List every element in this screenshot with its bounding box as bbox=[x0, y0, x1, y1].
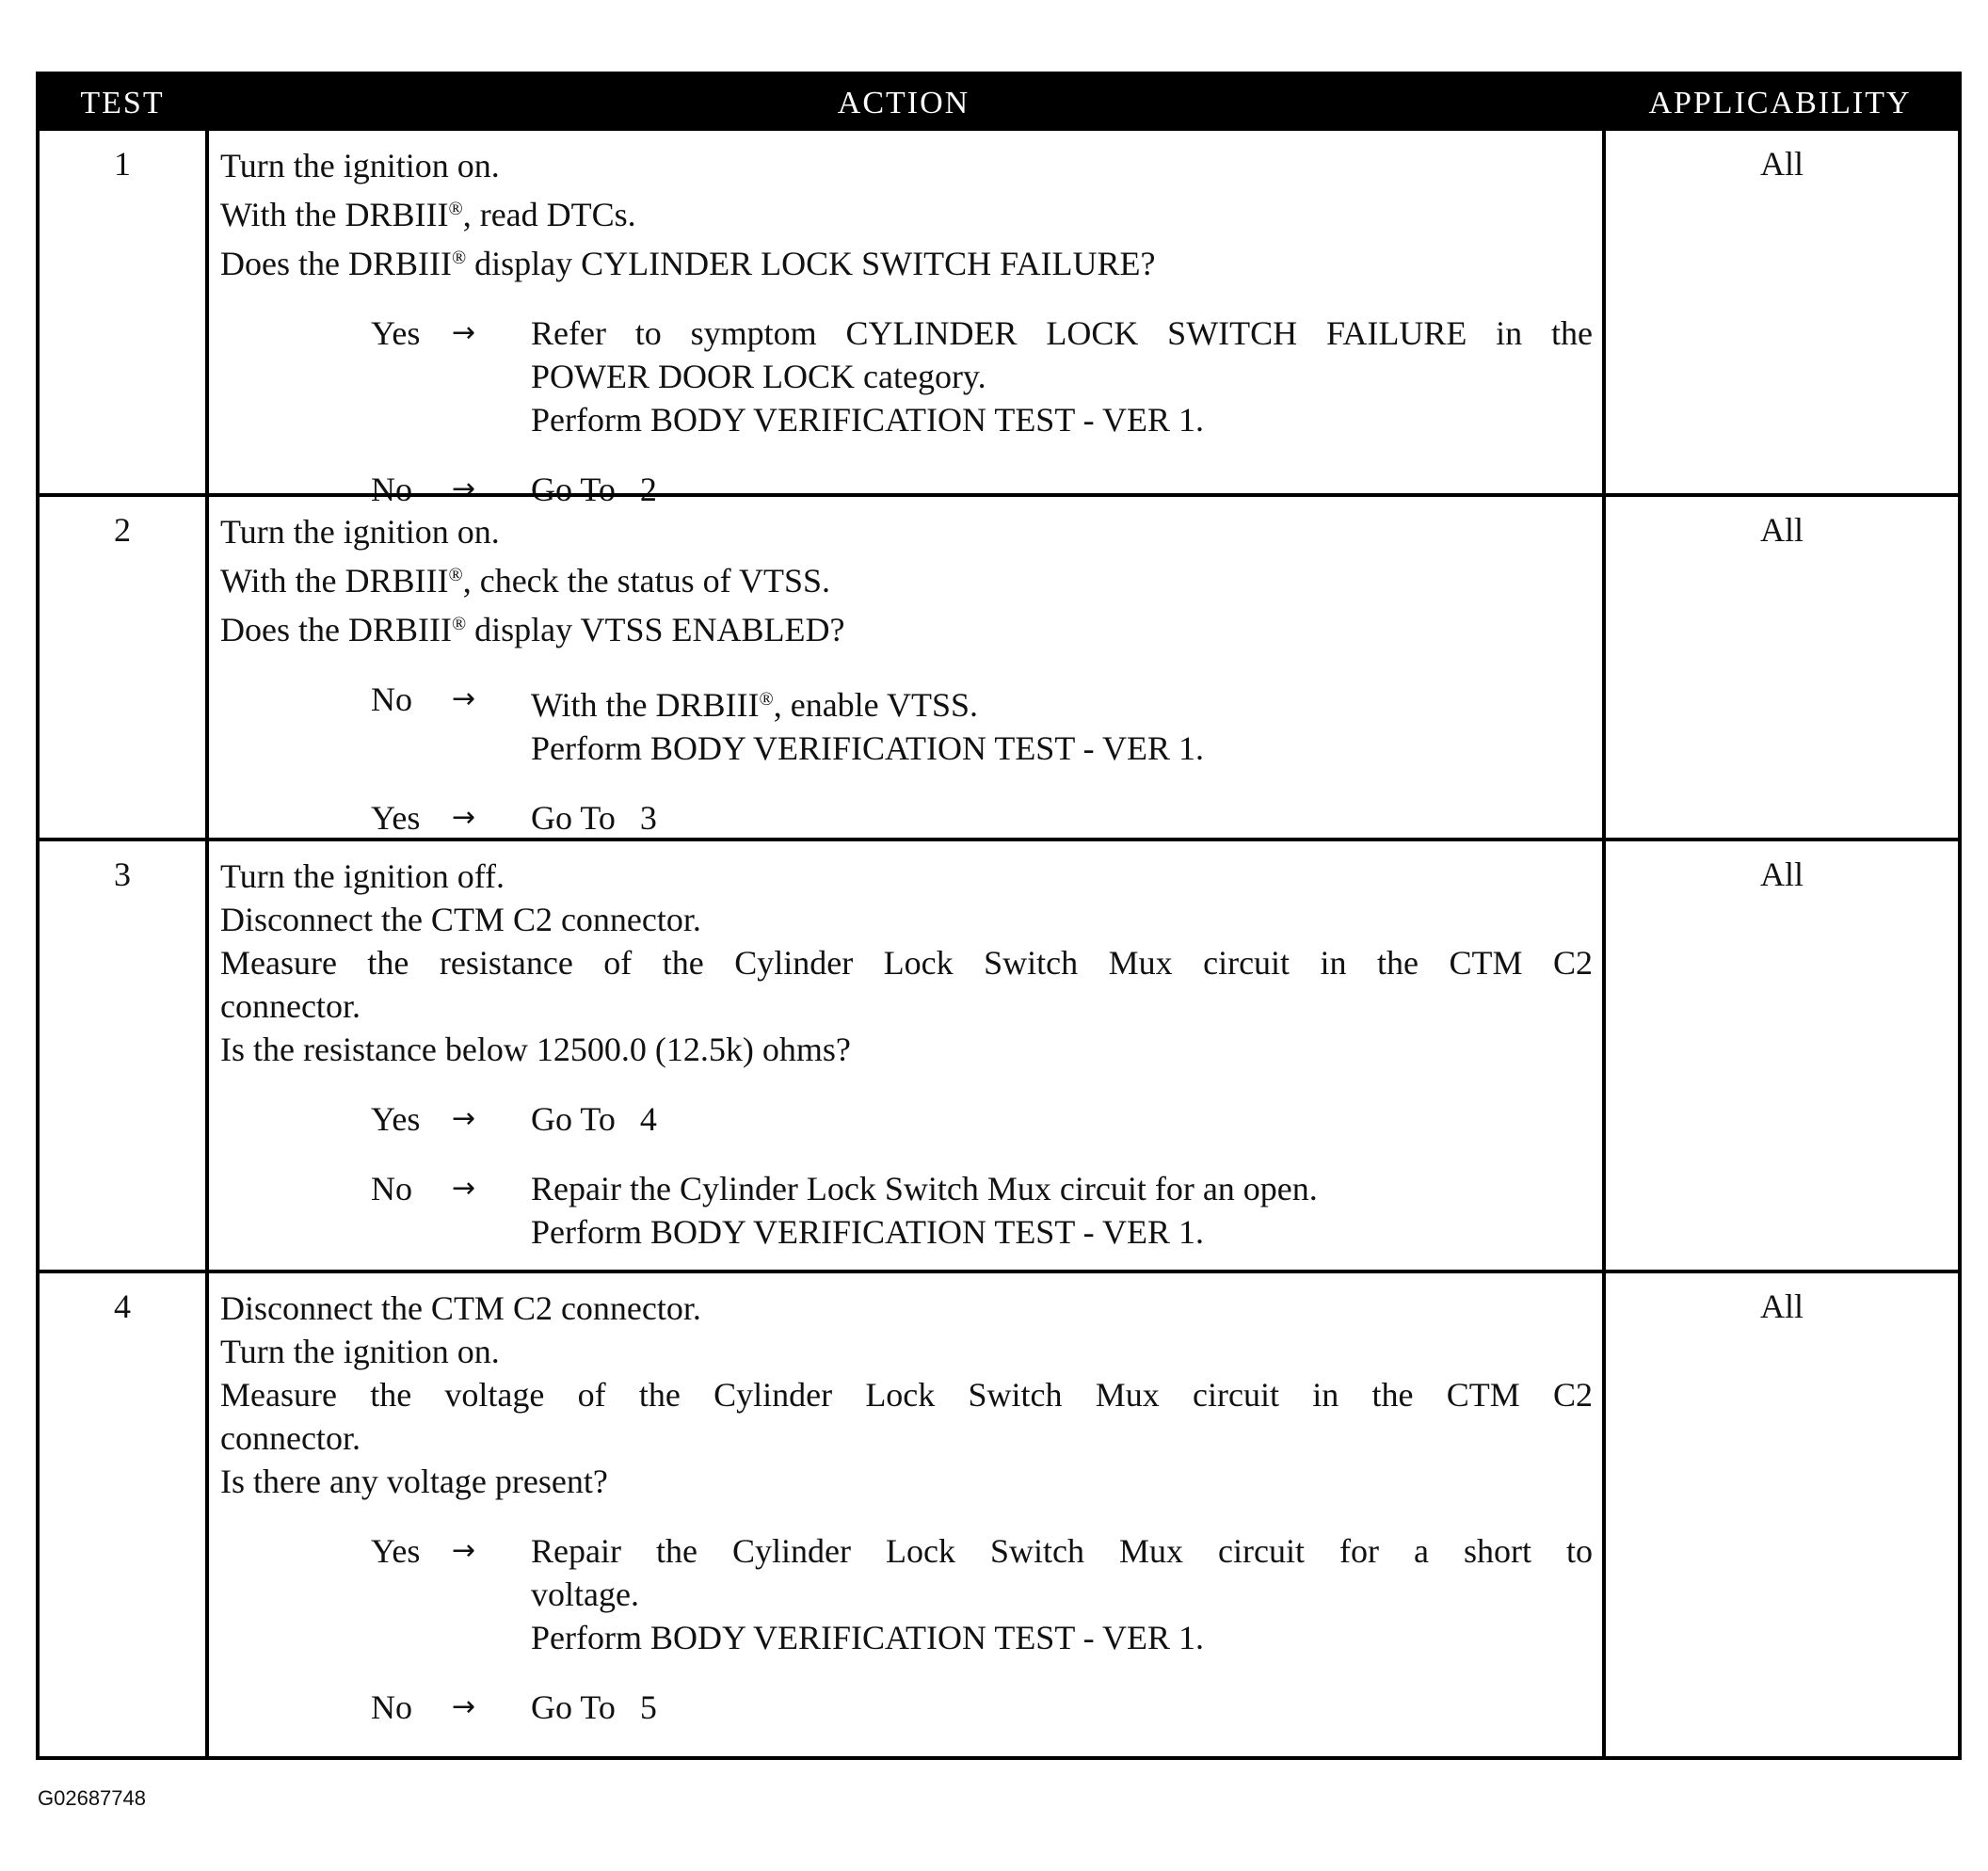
go-to-target: 5 bbox=[639, 1688, 657, 1726]
go-to-label: Go To bbox=[531, 1100, 616, 1138]
result-line: Repair the Cylinder Lock Switch Mux circuit for an open. bbox=[531, 1170, 1318, 1207]
table-row-test-4 bbox=[40, 1270, 1958, 1756]
table-row-test-3 bbox=[40, 838, 1958, 1270]
registered-mark: ® bbox=[448, 199, 463, 219]
result-line: voltage. bbox=[531, 1575, 639, 1613]
action-line: Turn the ignition on. bbox=[220, 147, 500, 184]
header-applicability: APPLICABILITY bbox=[1648, 86, 1912, 120]
answer-result bbox=[531, 1529, 1593, 1659]
answer-label: Yes bbox=[371, 314, 421, 352]
answer-label: No bbox=[371, 1688, 412, 1726]
go-to-step bbox=[531, 1097, 1593, 1141]
action-line: Measure the resistance of the Cylinder Lock Switch Mux circuit in the CTM C2 bbox=[220, 944, 1593, 982]
column-divider bbox=[205, 497, 209, 838]
answer-label: No bbox=[371, 1170, 412, 1207]
answer-label: Yes bbox=[371, 1532, 421, 1570]
answer-result bbox=[531, 312, 1593, 441]
column-divider bbox=[205, 841, 209, 1270]
diagnostic-test-table bbox=[36, 72, 1962, 1760]
go-to-label: Go To bbox=[531, 799, 616, 837]
action-line: Turn the ignition off. bbox=[220, 857, 505, 895]
answer-yes bbox=[220, 1529, 1593, 1659]
answer-list bbox=[220, 1529, 1593, 1729]
test-number: 3 bbox=[114, 856, 131, 893]
go-to-target: 2 bbox=[639, 471, 657, 508]
answer-yes bbox=[220, 1097, 1593, 1141]
answer-no bbox=[220, 678, 1593, 770]
table-header bbox=[40, 75, 1958, 131]
applicability-value: All bbox=[1759, 511, 1804, 549]
go-to-label: Go To bbox=[531, 1688, 616, 1726]
answer-list bbox=[220, 312, 1593, 511]
figure-id: G02687748 bbox=[38, 1786, 146, 1810]
applicability-value: All bbox=[1759, 856, 1804, 893]
action-cell bbox=[220, 855, 1593, 1254]
result-line: POWER DOOR LOCK category. bbox=[531, 358, 986, 395]
go-to-target: 4 bbox=[639, 1100, 657, 1138]
answer-list bbox=[220, 678, 1593, 840]
right-arrow-icon: → bbox=[452, 1690, 476, 1723]
action-line: Is the resistance below 12500.0 (12.5k) ohms? bbox=[220, 1031, 851, 1068]
action-line: Is there any voltage present? bbox=[220, 1463, 608, 1500]
action-line: Disconnect the CTM C2 connector. bbox=[220, 901, 701, 938]
right-arrow-icon: → bbox=[452, 1102, 476, 1135]
answer-result bbox=[531, 678, 1593, 770]
answer-yes bbox=[220, 796, 1593, 840]
header-action: ACTION bbox=[837, 86, 970, 120]
action-line: Turn the ignition on. bbox=[220, 513, 500, 551]
answer-label: Yes bbox=[371, 799, 421, 837]
action-line: Turn the ignition on. bbox=[220, 1333, 500, 1370]
action-cell bbox=[220, 1287, 1593, 1729]
right-arrow-icon: → bbox=[452, 682, 476, 715]
answer-yes bbox=[220, 312, 1593, 441]
answer-label: No bbox=[371, 471, 412, 508]
right-arrow-icon: → bbox=[452, 801, 476, 834]
right-arrow-icon: → bbox=[452, 472, 476, 505]
action-line: connector. bbox=[220, 987, 361, 1025]
registered-mark: ® bbox=[451, 248, 467, 268]
go-to-label: Go To bbox=[531, 471, 616, 508]
column-divider bbox=[1602, 131, 1606, 493]
result-line: Refer to symptom CYLINDER LOCK SWITCH FAILURE in the bbox=[531, 314, 1593, 352]
column-divider bbox=[1602, 841, 1606, 1270]
right-arrow-icon: → bbox=[452, 316, 476, 349]
answer-list bbox=[220, 1097, 1593, 1254]
result-line: With the DRBIII®, enable VTSS. bbox=[531, 686, 979, 724]
answer-result bbox=[531, 1167, 1593, 1254]
answer-label: Yes bbox=[371, 1100, 421, 1138]
go-to-step bbox=[531, 1686, 1593, 1729]
action-line: With the DRBIII®, check the status of VTSS. bbox=[220, 562, 831, 600]
right-arrow-icon: → bbox=[452, 1534, 476, 1567]
answer-no bbox=[220, 1167, 1593, 1254]
action-line: With the DRBIII®, read DTCs. bbox=[220, 196, 636, 233]
action-line: connector. bbox=[220, 1419, 361, 1457]
go-to-target: 3 bbox=[639, 799, 657, 837]
result-line: Repair the Cylinder Lock Switch Mux circuit for a short to bbox=[531, 1532, 1593, 1570]
result-line: Perform BODY VERIFICATION TEST - VER 1. bbox=[531, 401, 1205, 439]
action-cell bbox=[220, 144, 1593, 511]
table-row-test-2 bbox=[40, 493, 1958, 838]
test-number: 4 bbox=[114, 1287, 131, 1325]
column-divider bbox=[1602, 1273, 1606, 1756]
answer-label: No bbox=[371, 680, 412, 718]
registered-mark: ® bbox=[448, 565, 463, 585]
action-cell bbox=[220, 510, 1593, 840]
registered-mark: ® bbox=[759, 689, 774, 710]
action-line: Does the DRBIII® display VTSS ENABLED? bbox=[220, 611, 845, 648]
test-number: 2 bbox=[114, 511, 131, 549]
right-arrow-icon: → bbox=[452, 1172, 476, 1205]
action-line: Does the DRBIII® display CYLINDER LOCK SWITCH FAILURE? bbox=[220, 245, 1156, 282]
column-divider bbox=[205, 1273, 209, 1756]
test-number: 1 bbox=[114, 145, 131, 183]
go-to-step bbox=[531, 796, 1593, 840]
answer-no bbox=[220, 1686, 1593, 1729]
result-line: Perform BODY VERIFICATION TEST - VER 1. bbox=[531, 729, 1205, 767]
column-divider bbox=[205, 131, 209, 493]
header-test: TEST bbox=[80, 86, 165, 120]
table-row-test-1 bbox=[40, 131, 1958, 508]
action-line: Measure the voltage of the Cylinder Lock Switch Mux circuit in the CTM C2 bbox=[220, 1376, 1593, 1414]
applicability-value: All bbox=[1759, 145, 1804, 183]
action-line: Disconnect the CTM C2 connector. bbox=[220, 1289, 701, 1327]
applicability-value: All bbox=[1759, 1287, 1804, 1325]
result-line: Perform BODY VERIFICATION TEST - VER 1. bbox=[531, 1213, 1205, 1251]
registered-mark: ® bbox=[451, 614, 467, 634]
result-line: Perform BODY VERIFICATION TEST - VER 1. bbox=[531, 1619, 1205, 1656]
